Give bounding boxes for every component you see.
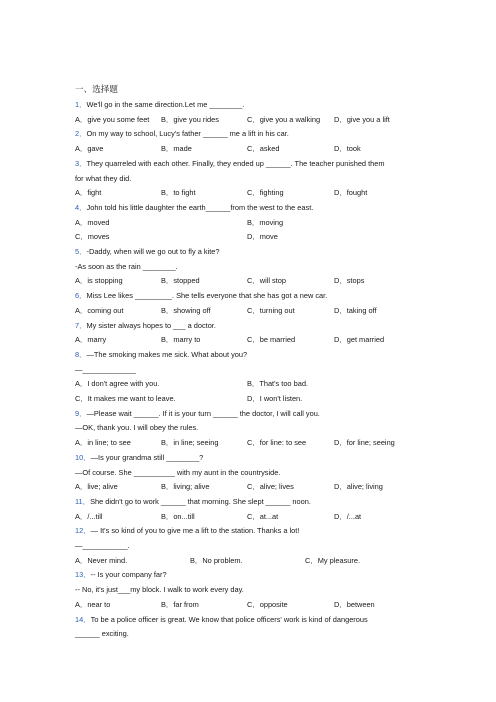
answer-option[interactable]: C．opposite [247, 599, 288, 609]
question-text: She didn't go to work ______ that morning. She slept ______ noon. [90, 496, 311, 506]
answer-option[interactable]: C．be married [247, 335, 296, 345]
question-stem-cont [75, 468, 280, 477]
question-number: 3． [75, 158, 87, 168]
question-stem [75, 129, 289, 138]
answer-option[interactable]: C．My pleasure. [305, 555, 361, 565]
answer-option[interactable]: C．for line: to see [247, 438, 307, 448]
question-text: On my way to school, Lucy's father ______ me a lift in his car. [86, 129, 289, 139]
question-stem-cont [75, 365, 136, 374]
question-text: Miss Lee likes _________. She tells everyone that she has got a new car. [86, 291, 328, 301]
question-text: — It's so kind of you to give me a lift to the station. Thanks a lot! [90, 526, 300, 536]
question-stem-cont [75, 174, 131, 183]
question-stem [75, 453, 203, 462]
question-number: 14． [75, 614, 91, 624]
answer-option[interactable]: C．at...at [247, 511, 279, 521]
question-number: 2． [75, 129, 87, 139]
question-stem [75, 321, 216, 330]
answer-option[interactable]: B．That's too bad. [247, 379, 308, 389]
question-text: -Daddy, when will we go out to fly a kite? [86, 247, 220, 256]
question-text: ______ exciting. [75, 629, 129, 639]
answer-option[interactable]: B．on...till [161, 511, 195, 521]
question-text: -- No, it's just___my block. I walk to work every day. [75, 585, 244, 595]
answer-option[interactable]: A．marry [75, 335, 107, 345]
question-stem [75, 350, 247, 359]
answer-option[interactable]: B．made [161, 144, 192, 154]
question-number: 12． [75, 526, 91, 536]
answer-option[interactable]: D．/...at [334, 511, 362, 521]
answer-option[interactable]: D．fought [334, 188, 368, 198]
answer-option[interactable]: D．took [334, 144, 361, 154]
answer-option[interactable]: C．give you a walking [247, 114, 321, 124]
question-text: My sister always hopes to ___ a doctor. [86, 320, 216, 330]
question-text: —Please wait ______. If it is your turn ______ the doctor, I will call you. [86, 408, 320, 418]
question-text: -As soon as the rain ________. [75, 261, 178, 271]
question-text: John told his little daughter the earth______from the west to the east. [86, 202, 314, 212]
question-stem [75, 159, 385, 168]
question-stem [75, 203, 313, 212]
question-number: 1． [75, 100, 87, 109]
answer-option[interactable]: A．/...till [75, 511, 103, 521]
question-text: To be a police officer is great. We know that police officers' work is kind of dangerous [90, 614, 368, 624]
answer-option[interactable]: A．live; alive [75, 482, 118, 492]
question-stem-cont [75, 585, 244, 594]
question-stem [75, 291, 327, 300]
question-text: —OK, thank you. I will obey the rules. [75, 423, 199, 433]
question-number: 9． [75, 408, 87, 418]
answer-option[interactable]: A．fight [75, 188, 102, 198]
question-text: We'll go in the same direction.Let me ________. [86, 100, 245, 109]
answer-option[interactable]: A．gave [75, 144, 104, 154]
question-stem-cont [75, 541, 130, 550]
answer-option[interactable]: B．No problem. [190, 555, 243, 565]
answer-option[interactable]: C．It makes me want to leave. [75, 394, 176, 403]
answer-option[interactable]: A．is stopping [75, 276, 123, 286]
question-text: -- Is your company far? [90, 570, 167, 580]
answer-option[interactable]: C．will stop [247, 276, 287, 286]
answer-option[interactable]: A．in line; to see [75, 438, 131, 448]
question-number: 13． [75, 570, 91, 580]
answer-option[interactable]: B．showing off [161, 305, 211, 315]
answer-option[interactable]: D．for line; seeing [334, 438, 395, 448]
answer-option[interactable]: A．near to [75, 599, 111, 609]
question-text: —___________. [75, 541, 130, 550]
answer-option[interactable]: B．moving [247, 217, 284, 227]
answer-option[interactable]: D．between [334, 599, 375, 609]
question-text: —_____________ [75, 364, 136, 374]
answer-option[interactable]: B．marry to [161, 335, 201, 345]
answer-option[interactable]: A．coming out [75, 305, 124, 315]
question-text: for what they did. [75, 173, 132, 183]
answer-option[interactable]: C．asked [247, 144, 280, 154]
question-stem [75, 570, 167, 579]
question-number: 8． [75, 349, 87, 359]
question-text: They quarreled with each other. Finally, they ended up ______. The teacher punished them [86, 158, 385, 168]
answer-option[interactable]: C．alive; lives [247, 482, 294, 492]
answer-option[interactable]: A．moved [75, 217, 110, 227]
answer-option[interactable]: D．give you a lift [334, 114, 390, 124]
answer-option[interactable]: D．alive; living [334, 482, 383, 492]
answer-option[interactable]: D．get married [334, 335, 385, 345]
question-stem [75, 615, 368, 624]
answer-option[interactable]: C．fighting [247, 188, 284, 198]
question-stem-cont [75, 629, 129, 638]
question-number: 11． [75, 496, 91, 506]
question-stem [75, 100, 244, 109]
answer-option[interactable]: B．give you rides [161, 114, 219, 124]
answer-option[interactable]: B．far from [161, 599, 199, 609]
answer-option[interactable]: A．give you some feet [75, 114, 150, 124]
question-number: 5． [75, 247, 87, 256]
answer-option[interactable]: D．move [247, 232, 278, 242]
answer-option[interactable]: C．moves [75, 232, 110, 242]
answer-option[interactable]: D．stops [334, 276, 365, 286]
answer-option[interactable]: B．living; alive [161, 482, 210, 492]
question-stem [75, 526, 299, 535]
answer-option[interactable]: A．Never mind. [75, 555, 128, 565]
question-number: 6． [75, 291, 87, 301]
question-stem-cont [75, 423, 198, 432]
section-title: 一、选择题 [75, 84, 118, 94]
question-text: —Is your grandma still ________? [90, 452, 204, 462]
answer-option[interactable]: A．I don't agree with you. [75, 379, 160, 389]
question-text: —Of course. She __________ with my aunt in the countryside. [75, 467, 281, 477]
question-text: —The smoking makes me sick. What about you? [86, 349, 248, 359]
question-stem [75, 497, 311, 506]
answer-option[interactable]: D．I won't listen. [247, 394, 303, 403]
answer-option[interactable]: B．to fight [161, 188, 196, 198]
answer-option[interactable]: C．turning out [247, 305, 295, 315]
question-number: 7． [75, 320, 87, 330]
question-stem-cont [75, 262, 178, 271]
answer-option[interactable]: B．in line; seeing [161, 438, 219, 448]
question-number: 10． [75, 452, 91, 462]
answer-option[interactable]: D．taking off [334, 305, 377, 315]
question-stem [75, 247, 219, 256]
question-stem [75, 409, 320, 418]
answer-option[interactable]: B．stopped [161, 276, 200, 286]
question-number: 4． [75, 202, 87, 212]
